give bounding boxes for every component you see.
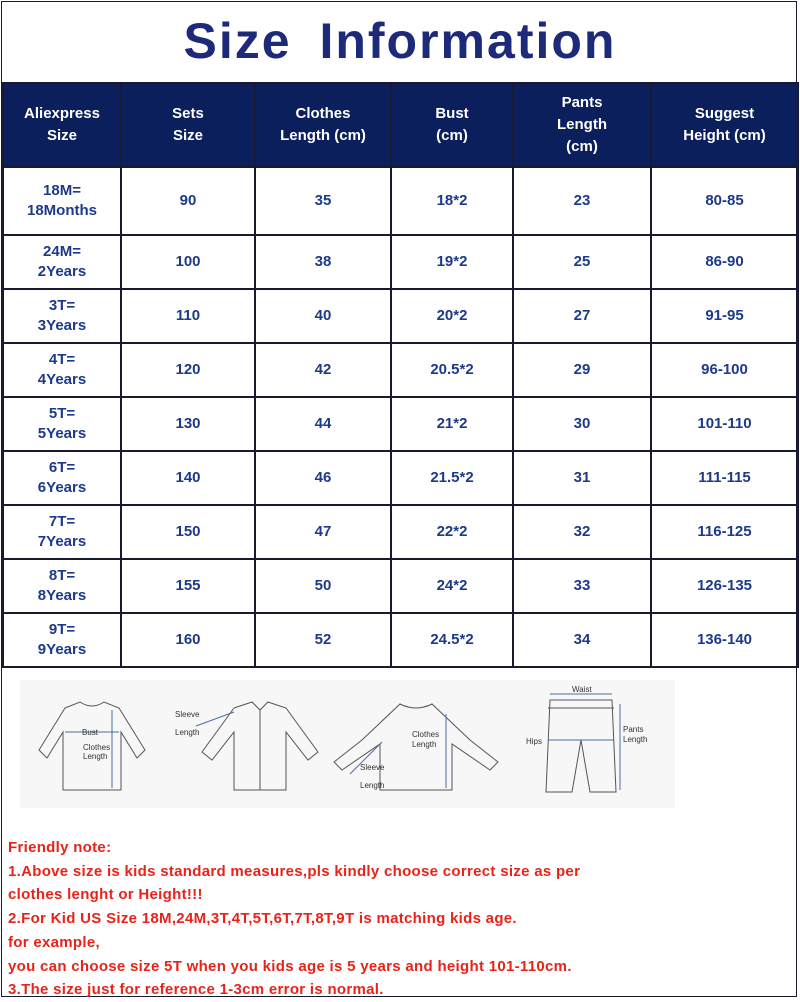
cell-sets: 90 [121,167,255,235]
cell-height: 111-115 [651,451,798,505]
waist-label: Waist [572,685,592,694]
cell-sets: 100 [121,235,255,289]
note-heading: Friendly note: [8,839,112,856]
cell-pants: 27 [513,289,651,343]
pants-length-label: Length [623,735,648,744]
cell-height: 101-110 [651,397,798,451]
header-aliexpress-size: Aliexpress Size [3,83,121,167]
cell-pants: 31 [513,451,651,505]
cell-bust: 20.5*2 [391,343,513,397]
cell-height: 91-95 [651,289,798,343]
cell-length: 38 [255,235,391,289]
length-label-2: Length [412,740,437,749]
cell-size: 9T= 9Years [3,613,121,667]
cell-pants: 29 [513,343,651,397]
header-suggest-height: Suggest Height (cm) [651,83,798,167]
cell-length: 47 [255,505,391,559]
diagram-background [20,680,675,808]
cell-pants: 34 [513,613,651,667]
hips-label: Hips [526,737,543,746]
cell-sets: 155 [121,559,255,613]
cell-height: 86-90 [651,235,798,289]
table-row [3,289,798,343]
table-row [3,559,798,613]
sleeve-length-label-2: Length [360,781,385,790]
length-label-1: Length [83,752,108,761]
pants-label: Pants [623,725,644,734]
cell-length: 50 [255,559,391,613]
cell-height: 136-140 [651,613,798,667]
cell-size: 4T= 4Years [3,343,121,397]
table-row [3,451,798,505]
cell-size: 3T= 3Years [3,289,121,343]
cell-length: 44 [255,397,391,451]
table-row [3,397,798,451]
cell-size: 6T= 6Years [3,451,121,505]
cell-height: 96-100 [651,343,798,397]
cell-sets: 120 [121,343,255,397]
cell-size: 5T= 5Years [3,397,121,451]
note-line-6: 3.The size just for reference 1-3cm error is normal. [8,981,384,999]
measurement-diagram [20,680,675,808]
cell-length: 40 [255,289,391,343]
cell-length: 46 [255,451,391,505]
table-row [3,505,798,559]
cell-length: 52 [255,613,391,667]
note-line-2: clothes lenght or Height!!! [8,886,203,904]
friendly-note [8,836,798,1002]
bust-label: Bust [82,728,99,737]
cell-bust: 24*2 [391,559,513,613]
cell-height: 80-85 [651,167,798,235]
cell-pants: 23 [513,167,651,235]
cell-bust: 21*2 [391,397,513,451]
note-line-3: 2.For Kid US Size 18M,24M,3T,4T,5T,6T,7T,8T,9T is matching kids age. [8,910,517,928]
size-table [2,82,799,668]
note-line-4: for example, [8,933,100,951]
cell-size: 8T= 8Years [3,559,121,613]
sleeve-length-label-1: Length [175,728,200,737]
sleeve-label-1: Sleeve [175,710,200,719]
header-bust: Bust (cm) [391,83,513,167]
cell-length: 42 [255,343,391,397]
cell-pants: 25 [513,235,651,289]
cell-height: 126-135 [651,559,798,613]
table-row [3,235,798,289]
table-row [3,167,798,235]
table-row [3,613,798,667]
cell-sets: 110 [121,289,255,343]
cell-bust: 21.5*2 [391,451,513,505]
cell-bust: 20*2 [391,289,513,343]
table-row [3,343,798,397]
sleeve-label-2: Sleeve [360,763,385,772]
cell-bust: 18*2 [391,167,513,235]
page-title: Size Information [183,13,617,69]
note-line-5: you can choose size 5T when you kids age is 5 years and height 101-110cm. [8,957,572,975]
table-header-row [3,83,798,167]
header-clothes-length: Clothes Length (cm) [255,83,391,167]
cell-size: 7T= 7Years [3,505,121,559]
cell-bust: 19*2 [391,235,513,289]
cell-sets: 160 [121,613,255,667]
measurement-illustration [20,680,675,808]
cell-size: 24M= 2Years [3,235,121,289]
cell-length: 35 [255,167,391,235]
cell-height: 116-125 [651,505,798,559]
cell-sets: 140 [121,451,255,505]
cell-size: 18M= 18Months [3,167,121,235]
cell-pants: 30 [513,397,651,451]
cell-bust: 22*2 [391,505,513,559]
header-pants-length: Pants Length (cm) [513,83,651,167]
cell-sets: 130 [121,397,255,451]
cell-pants: 32 [513,505,651,559]
clothes-label-2: Clothes [412,730,440,739]
cell-pants: 33 [513,559,651,613]
header-sets-size: Sets Size [121,83,255,167]
size-table-body [3,167,798,667]
note-line-1: 1.Above size is kids standard measures,pls kindly choose correct size as per [8,862,581,880]
cell-sets: 150 [121,505,255,559]
clothes-label-1: Clothes [83,743,111,752]
cell-bust: 24.5*2 [391,613,513,667]
